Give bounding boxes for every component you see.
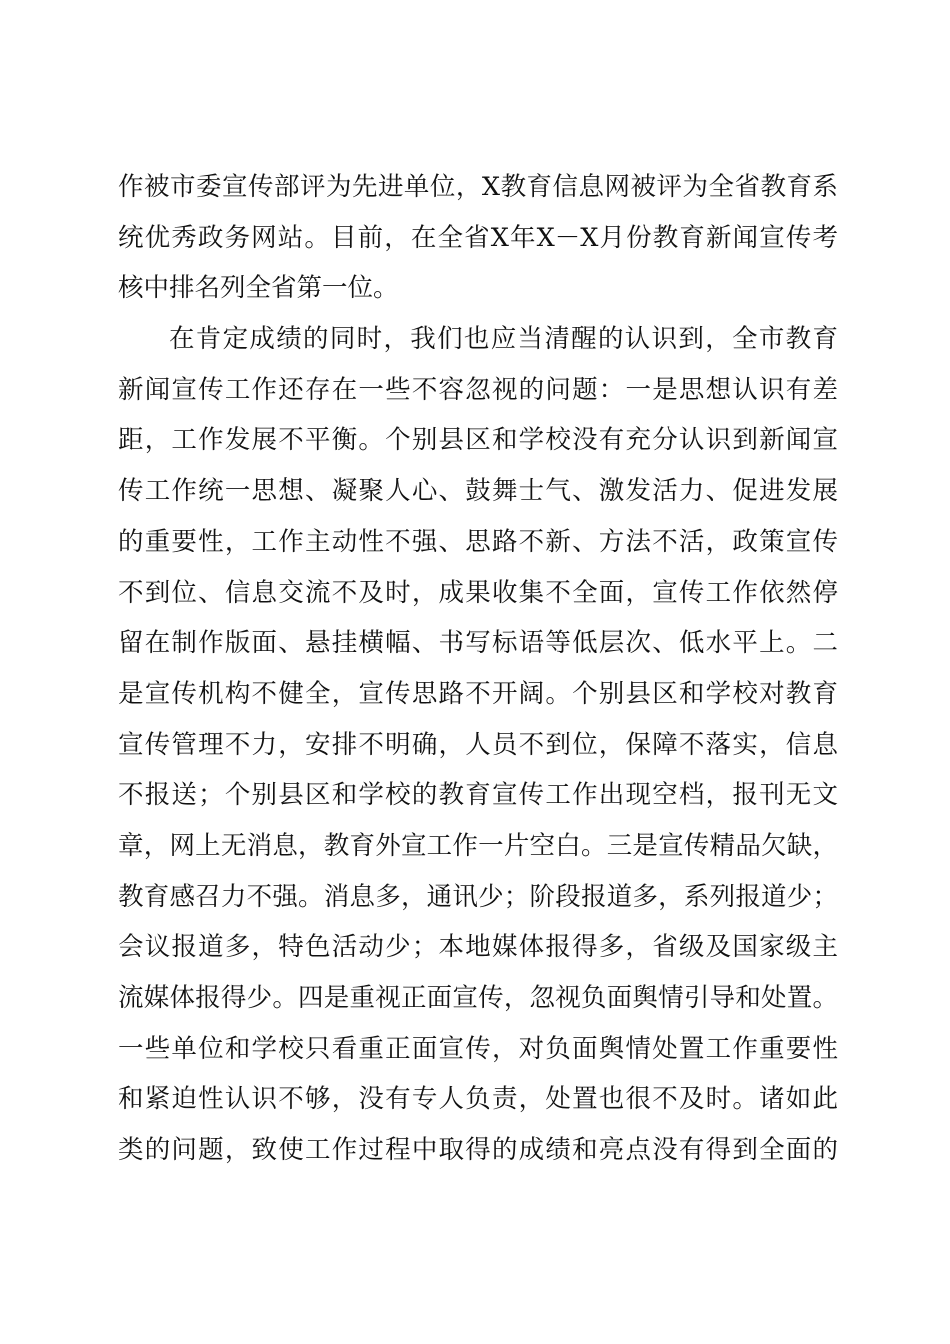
text-line: 留在制作版面、悬挂横幅、书写标语等低层次、低水平上。二 <box>118 628 838 659</box>
text-line: 不报送；个别县区和学校的教育宣传工作出现空档，报刊无文 <box>118 780 838 811</box>
text-line: 会议报道多，特色活动少；本地媒体报得多，省级及国家级主 <box>118 932 838 963</box>
text-line: 宣传管理不力，安排不明确，人员不到位，保障不落实，信息 <box>118 729 838 760</box>
text-line: 核中排名列全省第一位。 <box>118 273 399 304</box>
text-line: 是宣传机构不健全，宣传思路不开阔。个别县区和学校对教育 <box>118 678 838 709</box>
text-line: 不到位、信息交流不及时，成果收集不全面，宣传工作依然停 <box>118 577 838 608</box>
text-line: 的重要性，工作主动性不强、思路不新、方法不活，政策宣传 <box>118 526 838 557</box>
paragraph-2 <box>118 314 838 1176</box>
paragraph-1 <box>118 162 838 314</box>
text-line: 流媒体报得少。四是重视正面宣传，忽视负面舆情引导和处置。 <box>118 983 838 1013</box>
text-line: 距，工作发展不平衡。个别县区和学校没有充分认识到新闻宣 <box>118 425 838 456</box>
text-line: 传工作统一思想、凝聚人心、鼓舞士气、激发活力、促进发展 <box>118 476 838 507</box>
text-line: 教育感召力不强。消息多，通讯少；阶段报道多，系列报道少； <box>118 881 838 912</box>
text-line: 一些单位和学校只看重正面宣传，对负面舆情处置工作重要性 <box>118 1033 838 1064</box>
text-line: 类的问题，致使工作过程中取得的成绩和亮点没有得到全面的 <box>118 1135 838 1166</box>
text-line: 统优秀政务网站。目前，在全省X年X－X月份教育新闻宣传考 <box>118 222 838 253</box>
text-line: 新闻宣传工作还存在一些不容忽视的问题：一是思想认识有差 <box>118 374 838 405</box>
text-line: 和紧迫性认识不够，没有专人负责，处置也很不及时。诸如此 <box>118 1084 838 1115</box>
body-text <box>118 162 838 1176</box>
text-line: 章，网上无消息，教育外宣工作一片空白。三是宣传精品欠缺， <box>118 830 838 861</box>
text-line: 作被市委宣传部评为先进单位，X教育信息网被评为全省教育系 <box>118 172 838 202</box>
text-line: 在肯定成绩的同时，我们也应当清醒的认识到，全市教育 <box>169 324 838 355</box>
